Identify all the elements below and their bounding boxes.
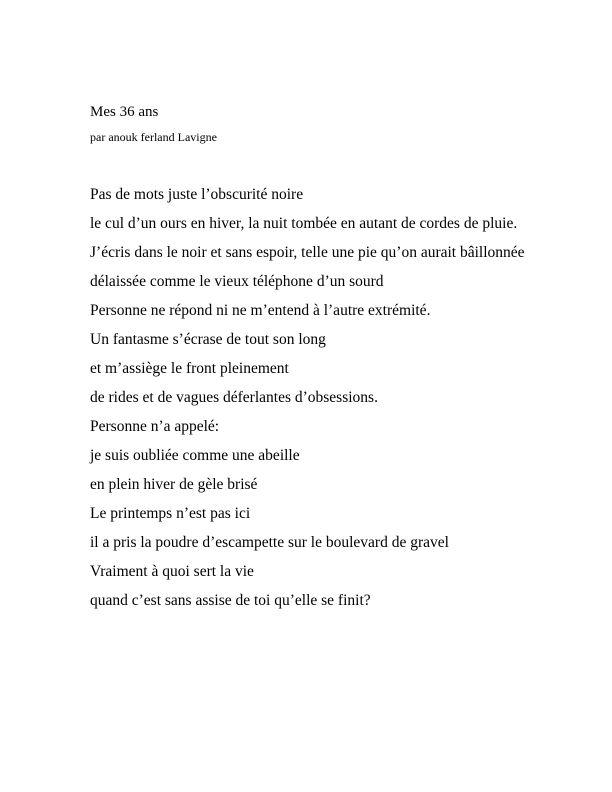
poem-line: J’écris dans le noir et sans espoir, telle une pie qu’on aurait bâillonnée bbox=[90, 244, 525, 261]
poem-line: Un fantasme s’écrase de tout son long bbox=[90, 331, 326, 348]
poem-author: par anouk ferland Lavigne bbox=[90, 130, 217, 144]
poem-line: de rides et de vagues déferlantes d’obsessions. bbox=[90, 389, 378, 406]
poem-line: je suis oubliée comme une abeille bbox=[90, 447, 300, 464]
poem-line: Pas de mots juste l’obscurité noire bbox=[90, 186, 304, 203]
poem-line: Vraiment à quoi sert la vie bbox=[90, 563, 254, 580]
poem-line: Le printemps n’est pas ici bbox=[90, 505, 251, 522]
poem-title: Mes 36 ans bbox=[90, 104, 159, 120]
poem-line: le cul d’un ours en hiver, la nuit tombée en autant de cordes de pluie. bbox=[90, 215, 518, 232]
poem-line: il a pris la poudre d’escampette sur le boulevard de gravel bbox=[90, 534, 449, 551]
poem-body bbox=[90, 185, 530, 620]
poem-line: délaissée comme le vieux téléphone d’un sourd bbox=[90, 273, 384, 290]
poem-line: quand c’est sans assise de toi qu’elle se finit? bbox=[90, 592, 371, 609]
poem-line: en plein hiver de gèle brisé bbox=[90, 476, 258, 493]
poem-line: Personne ne répond ni ne m’entend à l’autre extrémité. bbox=[90, 302, 431, 319]
poem-line: et m’assiège le front pleinement bbox=[90, 360, 289, 377]
poem-line: Personne n’a appelé: bbox=[90, 418, 220, 435]
